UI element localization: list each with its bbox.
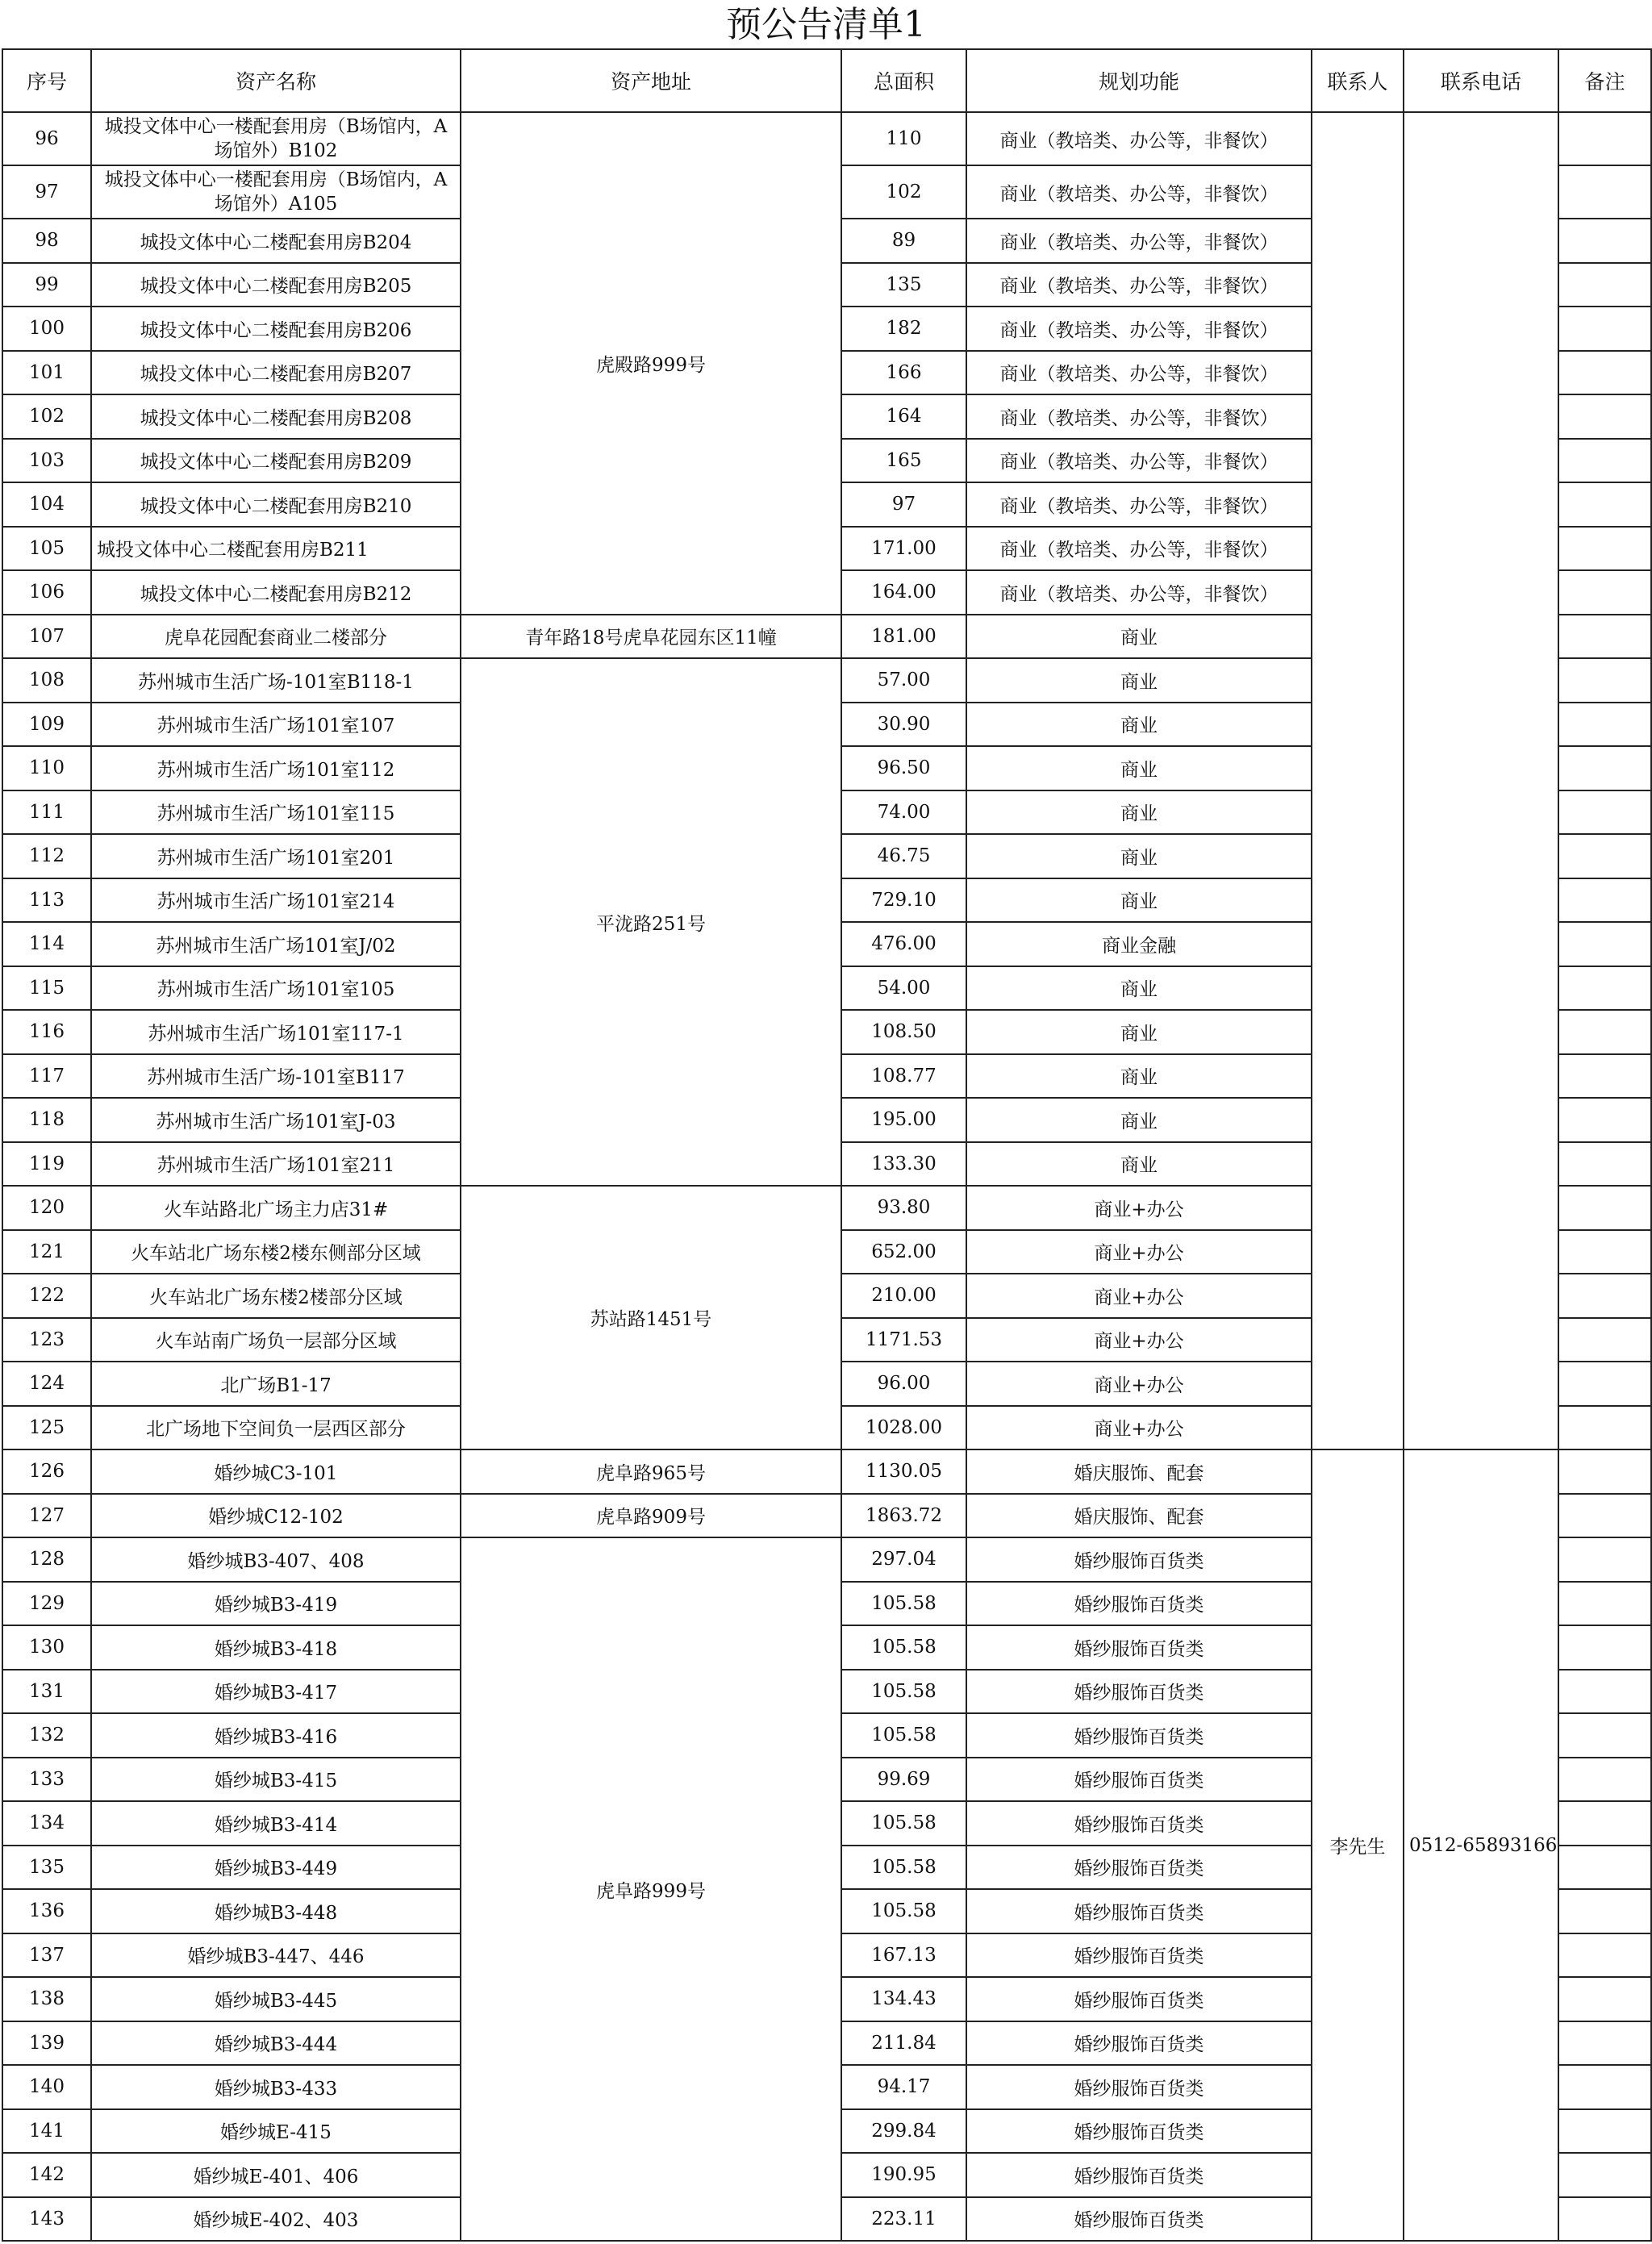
cell-function: 商业 — [966, 658, 1312, 703]
cell-area: 166 — [841, 351, 966, 395]
cell-area: 57.00 — [841, 658, 966, 703]
cell-remark — [1558, 1582, 1651, 1626]
cell-index: 128 — [2, 1537, 91, 1582]
cell-function: 商业 — [966, 1098, 1312, 1142]
cell-area: 99.69 — [841, 1758, 966, 1802]
cell-name: 苏州城市生活广场101室117-1 — [91, 1010, 461, 1054]
cell-name: 苏州城市生活广场101室115 — [91, 790, 461, 835]
cell-function: 婚纱服饰百货类 — [966, 2021, 1312, 2066]
cell-remark — [1558, 527, 1651, 571]
cell-remark — [1558, 1933, 1651, 1978]
cell-index: 110 — [2, 746, 91, 790]
cell-index: 120 — [2, 1186, 91, 1230]
cell-remark — [1558, 165, 1651, 219]
cell-name: 苏州城市生活广场101室201 — [91, 834, 461, 878]
cell-function: 商业（教培类、办公等，非餐饮） — [966, 263, 1312, 307]
cell-name: 城投文体中心二楼配套用房B209 — [91, 439, 461, 483]
table-row — [2, 1449, 1651, 1494]
cell-index: 117 — [2, 1054, 91, 1099]
cell-index: 96 — [2, 112, 91, 165]
cell-index: 98 — [2, 219, 91, 263]
cell-area: 135 — [841, 263, 966, 307]
cell-function: 婚纱服饰百货类 — [966, 2065, 1312, 2109]
cell-function: 商业+办公 — [966, 1406, 1312, 1450]
cell-function: 商业+办公 — [966, 1362, 1312, 1406]
header-address: 资产地址 — [461, 49, 841, 112]
cell-area: 96.50 — [841, 746, 966, 790]
cell-remark — [1558, 1889, 1651, 1933]
cell-function: 商业（教培类、办公等，非餐饮） — [966, 307, 1312, 351]
cell-area: 105.58 — [841, 1625, 966, 1670]
cell-index: 137 — [2, 1933, 91, 1978]
cell-area: 110 — [841, 112, 966, 165]
cell-name: 婚纱城B3-415 — [91, 1758, 461, 1802]
cell-index: 133 — [2, 1758, 91, 1802]
cell-name: 婚纱城E-415 — [91, 2109, 461, 2154]
cell-name: 苏州城市生活广场101室112 — [91, 746, 461, 790]
cell-function: 商业+办公 — [966, 1186, 1312, 1230]
cell-index: 130 — [2, 1625, 91, 1670]
cell-function: 婚纱服饰百货类 — [966, 1801, 1312, 1846]
cell-remark — [1558, 1318, 1651, 1362]
cell-area: 297.04 — [841, 1537, 966, 1582]
cell-name: 婚纱城B3-407、408 — [91, 1537, 461, 1582]
cell-name: 苏州城市生活广场101室J-03 — [91, 1098, 461, 1142]
cell-remark — [1558, 2153, 1651, 2197]
cell-remark — [1558, 1142, 1651, 1187]
asset-table — [2, 48, 1652, 2242]
cell-remark — [1558, 307, 1651, 351]
cell-area: 167.13 — [841, 1933, 966, 1978]
cell-remark — [1558, 1801, 1651, 1846]
cell-function: 婚纱服饰百货类 — [966, 1625, 1312, 1670]
cell-name: 火车站北广场东楼2楼东侧部分区域 — [91, 1230, 461, 1274]
cell-remark — [1558, 1362, 1651, 1406]
cell-function: 婚纱服饰百货类 — [966, 1889, 1312, 1933]
cell-function: 婚纱服饰百货类 — [966, 2109, 1312, 2154]
cell-index: 129 — [2, 1582, 91, 1626]
cell-remark — [1558, 2065, 1651, 2109]
cell-function: 婚纱服饰百货类 — [966, 1582, 1312, 1626]
cell-remark — [1558, 1670, 1651, 1714]
cell-index: 103 — [2, 439, 91, 483]
cell-name: 火车站北广场东楼2楼部分区域 — [91, 1274, 461, 1318]
cell-area: 182 — [841, 307, 966, 351]
cell-function: 商业（教培类、办公等，非餐饮） — [966, 394, 1312, 439]
cell-remark — [1558, 263, 1651, 307]
cell-index: 112 — [2, 834, 91, 878]
cell-area: 164.00 — [841, 570, 966, 615]
cell-function: 婚纱服饰百货类 — [966, 2197, 1312, 2242]
cell-name: 城投文体中心二楼配套用房B205 — [91, 263, 461, 307]
cell-name: 婚纱城B3-419 — [91, 1582, 461, 1626]
cell-function: 婚纱服饰百货类 — [966, 1758, 1312, 1802]
cell-function: 商业 — [966, 790, 1312, 835]
cell-remark — [1558, 1406, 1651, 1450]
cell-name: 北广场B1-17 — [91, 1362, 461, 1406]
cell-function: 商业 — [966, 703, 1312, 747]
cell-remark — [1558, 615, 1651, 659]
cell-remark — [1558, 1186, 1651, 1230]
cell-remark — [1558, 1449, 1651, 1494]
cell-remark — [1558, 746, 1651, 790]
cell-address: 虎阜路999号 — [461, 1537, 841, 2241]
cell-area: 190.95 — [841, 2153, 966, 2197]
cell-name: 虎阜花园配套商业二楼部分 — [91, 615, 461, 659]
cell-index: 142 — [2, 2153, 91, 2197]
cell-area: 105.58 — [841, 1846, 966, 1890]
cell-function: 婚纱服饰百货类 — [966, 1977, 1312, 2021]
cell-area: 171.00 — [841, 527, 966, 571]
cell-remark — [1558, 1494, 1651, 1538]
cell-area: 164 — [841, 394, 966, 439]
cell-function: 商业 — [966, 834, 1312, 878]
cell-index: 109 — [2, 703, 91, 747]
cell-index: 105 — [2, 527, 91, 571]
cell-remark — [1558, 1846, 1651, 1890]
cell-area: 74.00 — [841, 790, 966, 835]
cell-name: 苏州城市生活广场-101室B118-1 — [91, 658, 461, 703]
cell-area: 105.58 — [841, 1582, 966, 1626]
cell-function: 商业（教培类、办公等，非餐饮） — [966, 219, 1312, 263]
cell-index: 111 — [2, 790, 91, 835]
cell-area: 97 — [841, 482, 966, 527]
cell-index: 141 — [2, 2109, 91, 2154]
cell-name: 婚纱城E-402、403 — [91, 2197, 461, 2242]
cell-name: 城投文体中心二楼配套用房B212 — [91, 570, 461, 615]
cell-index: 108 — [2, 658, 91, 703]
cell-name: 婚纱城B3-445 — [91, 1977, 461, 2021]
cell-contact — [1312, 112, 1404, 1449]
cell-index: 139 — [2, 2021, 91, 2066]
cell-area: 210.00 — [841, 1274, 966, 1318]
cell-name: 婚纱城E-401、406 — [91, 2153, 461, 2197]
cell-name: 婚纱城C12-102 — [91, 1494, 461, 1538]
cell-remark — [1558, 1713, 1651, 1758]
cell-area: 108.77 — [841, 1054, 966, 1099]
cell-area: 729.10 — [841, 878, 966, 923]
table-row — [2, 112, 1651, 165]
cell-function: 婚纱服饰百货类 — [966, 1670, 1312, 1714]
cell-name: 城投文体中心一楼配套用房（B场馆内，A场馆外）B102 — [91, 112, 461, 165]
cell-area: 1130.05 — [841, 1449, 966, 1494]
cell-index: 106 — [2, 570, 91, 615]
cell-name: 婚纱城B3-448 — [91, 1889, 461, 1933]
header-name: 资产名称 — [91, 49, 461, 112]
cell-index: 97 — [2, 165, 91, 219]
cell-remark — [1558, 482, 1651, 527]
cell-remark — [1558, 112, 1651, 165]
cell-name: 婚纱城B3-449 — [91, 1846, 461, 1890]
cell-function: 商业 — [966, 1010, 1312, 1054]
cell-remark — [1558, 351, 1651, 395]
cell-area: 299.84 — [841, 2109, 966, 2154]
cell-area: 93.80 — [841, 1186, 966, 1230]
header-contact: 联系人 — [1312, 49, 1404, 112]
cell-index: 119 — [2, 1142, 91, 1187]
cell-area: 652.00 — [841, 1230, 966, 1274]
cell-area: 105.58 — [841, 1889, 966, 1933]
cell-function: 婚纱服饰百货类 — [966, 2153, 1312, 2197]
cell-remark — [1558, 878, 1651, 923]
cell-function: 商业（教培类、办公等，非餐饮） — [966, 570, 1312, 615]
cell-name: 苏州城市生活广场101室214 — [91, 878, 461, 923]
cell-area: 134.43 — [841, 1977, 966, 2021]
cell-area: 211.84 — [841, 2021, 966, 2066]
cell-function: 婚庆服饰、配套 — [966, 1494, 1312, 1538]
cell-name: 北广场地下空间负一层西区部分 — [91, 1406, 461, 1450]
cell-name: 苏州城市生活广场101室107 — [91, 703, 461, 747]
header-row — [2, 49, 1651, 112]
cell-function: 商业 — [966, 615, 1312, 659]
cell-index: 138 — [2, 1977, 91, 2021]
cell-index: 134 — [2, 1801, 91, 1846]
cell-function: 商业（教培类、办公等，非餐饮） — [966, 482, 1312, 527]
cell-name: 苏州城市生活广场101室211 — [91, 1142, 461, 1187]
cell-function: 商业（教培类、办公等，非餐饮） — [966, 439, 1312, 483]
cell-index: 115 — [2, 966, 91, 1011]
cell-index: 101 — [2, 351, 91, 395]
cell-function: 商业（教培类、办公等，非餐饮） — [966, 351, 1312, 395]
cell-address: 虎阜路909号 — [461, 1494, 841, 1538]
cell-function: 商业 — [966, 746, 1312, 790]
cell-remark — [1558, 219, 1651, 263]
cell-function: 婚纱服饰百货类 — [966, 1537, 1312, 1582]
cell-index: 102 — [2, 394, 91, 439]
cell-index: 116 — [2, 1010, 91, 1054]
cell-index: 104 — [2, 482, 91, 527]
cell-function: 商业+办公 — [966, 1318, 1312, 1362]
cell-remark — [1558, 570, 1651, 615]
cell-index: 135 — [2, 1846, 91, 1890]
cell-name: 婚纱城B3-444 — [91, 2021, 461, 2066]
cell-name: 婚纱城B3-433 — [91, 2065, 461, 2109]
cell-function: 商业（教培类、办公等，非餐饮） — [966, 112, 1312, 165]
cell-name: 苏州城市生活广场101室J/02 — [91, 922, 461, 966]
cell-address: 虎阜路965号 — [461, 1449, 841, 1494]
cell-remark — [1558, 394, 1651, 439]
cell-index: 118 — [2, 1098, 91, 1142]
cell-contact: 李先生 — [1312, 1449, 1404, 2241]
cell-area: 46.75 — [841, 834, 966, 878]
cell-area: 54.00 — [841, 966, 966, 1011]
cell-area: 195.00 — [841, 1098, 966, 1142]
cell-remark — [1558, 1010, 1651, 1054]
table-body — [2, 112, 1651, 2241]
cell-name: 婚纱城B3-418 — [91, 1625, 461, 1670]
cell-index: 122 — [2, 1274, 91, 1318]
cell-name: 城投文体中心二楼配套用房B211 — [91, 527, 461, 571]
cell-address: 虎殿路999号 — [461, 112, 841, 615]
cell-area: 94.17 — [841, 2065, 966, 2109]
cell-index: 143 — [2, 2197, 91, 2242]
cell-index: 113 — [2, 878, 91, 923]
header-index: 序号 — [2, 49, 91, 112]
cell-name: 婚纱城C3-101 — [91, 1449, 461, 1494]
cell-area: 105.58 — [841, 1713, 966, 1758]
header-area: 总面积 — [841, 49, 966, 112]
cell-remark — [1558, 1758, 1651, 1802]
cell-remark — [1558, 1625, 1651, 1670]
cell-name: 城投文体中心二楼配套用房B204 — [91, 219, 461, 263]
page-title: 预公告清单1 — [726, 4, 926, 45]
cell-phone: 0512-65893166 — [1404, 1449, 1558, 2241]
cell-area: 165 — [841, 439, 966, 483]
cell-name: 城投文体中心二楼配套用房B208 — [91, 394, 461, 439]
cell-address: 青年路18号虎阜花园东区11幢 — [461, 615, 841, 659]
cell-area: 1028.00 — [841, 1406, 966, 1450]
cell-remark — [1558, 966, 1651, 1011]
cell-area: 223.11 — [841, 2197, 966, 2242]
cell-address: 平泷路251号 — [461, 658, 841, 1186]
cell-area: 108.50 — [841, 1010, 966, 1054]
cell-area: 1863.72 — [841, 1494, 966, 1538]
cell-index: 132 — [2, 1713, 91, 1758]
cell-index: 140 — [2, 2065, 91, 2109]
cell-area: 96.00 — [841, 1362, 966, 1406]
cell-remark — [1558, 1230, 1651, 1274]
cell-index: 127 — [2, 1494, 91, 1538]
cell-remark — [1558, 1274, 1651, 1318]
cell-area: 1171.53 — [841, 1318, 966, 1362]
cell-name: 城投文体中心二楼配套用房B207 — [91, 351, 461, 395]
cell-remark — [1558, 790, 1651, 835]
cell-name: 苏州城市生活广场101室105 — [91, 966, 461, 1011]
cell-remark — [1558, 1537, 1651, 1582]
cell-index: 124 — [2, 1362, 91, 1406]
cell-index: 125 — [2, 1406, 91, 1450]
cell-area: 181.00 — [841, 615, 966, 659]
cell-remark — [1558, 1098, 1651, 1142]
cell-area: 476.00 — [841, 922, 966, 966]
cell-remark — [1558, 834, 1651, 878]
cell-function: 商业（教培类、办公等，非餐饮） — [966, 165, 1312, 219]
cell-area: 105.58 — [841, 1801, 966, 1846]
cell-remark — [1558, 2197, 1651, 2242]
cell-name: 婚纱城B3-447、446 — [91, 1933, 461, 1978]
cell-index: 131 — [2, 1670, 91, 1714]
cell-name: 火车站路北广场主力店31# — [91, 1186, 461, 1230]
cell-function: 商业+办公 — [966, 1230, 1312, 1274]
header-phone: 联系电话 — [1404, 49, 1558, 112]
cell-function: 商业 — [966, 878, 1312, 923]
header-remark: 备注 — [1558, 49, 1651, 112]
cell-index: 123 — [2, 1318, 91, 1362]
cell-name: 城投文体中心二楼配套用房B206 — [91, 307, 461, 351]
cell-remark — [1558, 2109, 1651, 2154]
cell-area: 133.30 — [841, 1142, 966, 1187]
header-function: 规划功能 — [966, 49, 1312, 112]
cell-area: 105.58 — [841, 1670, 966, 1714]
cell-remark — [1558, 439, 1651, 483]
cell-index: 136 — [2, 1889, 91, 1933]
cell-area: 30.90 — [841, 703, 966, 747]
cell-remark — [1558, 658, 1651, 703]
cell-function: 商业（教培类、办公等，非餐饮） — [966, 527, 1312, 571]
cell-index: 121 — [2, 1230, 91, 1274]
cell-index: 100 — [2, 307, 91, 351]
cell-name: 婚纱城B3-416 — [91, 1713, 461, 1758]
cell-function: 婚纱服饰百货类 — [966, 1846, 1312, 1890]
cell-function: 商业 — [966, 966, 1312, 1011]
cell-remark — [1558, 2021, 1651, 2066]
cell-address: 苏站路1451号 — [461, 1186, 841, 1449]
cell-name: 城投文体中心二楼配套用房B210 — [91, 482, 461, 527]
cell-remark — [1558, 922, 1651, 966]
cell-remark — [1558, 1054, 1651, 1099]
cell-index: 126 — [2, 1449, 91, 1494]
cell-area: 102 — [841, 165, 966, 219]
cell-name: 婚纱城B3-417 — [91, 1670, 461, 1714]
cell-index: 107 — [2, 615, 91, 659]
cell-index: 99 — [2, 263, 91, 307]
cell-function: 婚纱服饰百货类 — [966, 1933, 1312, 1978]
cell-function: 商业金融 — [966, 922, 1312, 966]
cell-function: 商业+办公 — [966, 1274, 1312, 1318]
cell-function: 婚庆服饰、配套 — [966, 1449, 1312, 1494]
cell-remark — [1558, 1977, 1651, 2021]
cell-name: 婚纱城B3-414 — [91, 1801, 461, 1846]
cell-name: 苏州城市生活广场-101室B117 — [91, 1054, 461, 1099]
cell-function: 婚纱服饰百货类 — [966, 1713, 1312, 1758]
cell-phone — [1404, 112, 1558, 1449]
cell-name: 火车站南广场负一层部分区域 — [91, 1318, 461, 1362]
cell-function: 商业 — [966, 1142, 1312, 1187]
cell-name: 城投文体中心一楼配套用房（B场馆内，A场馆外）A105 — [91, 165, 461, 219]
cell-index: 114 — [2, 922, 91, 966]
cell-function: 商业 — [966, 1054, 1312, 1099]
cell-remark — [1558, 703, 1651, 747]
cell-area: 89 — [841, 219, 966, 263]
